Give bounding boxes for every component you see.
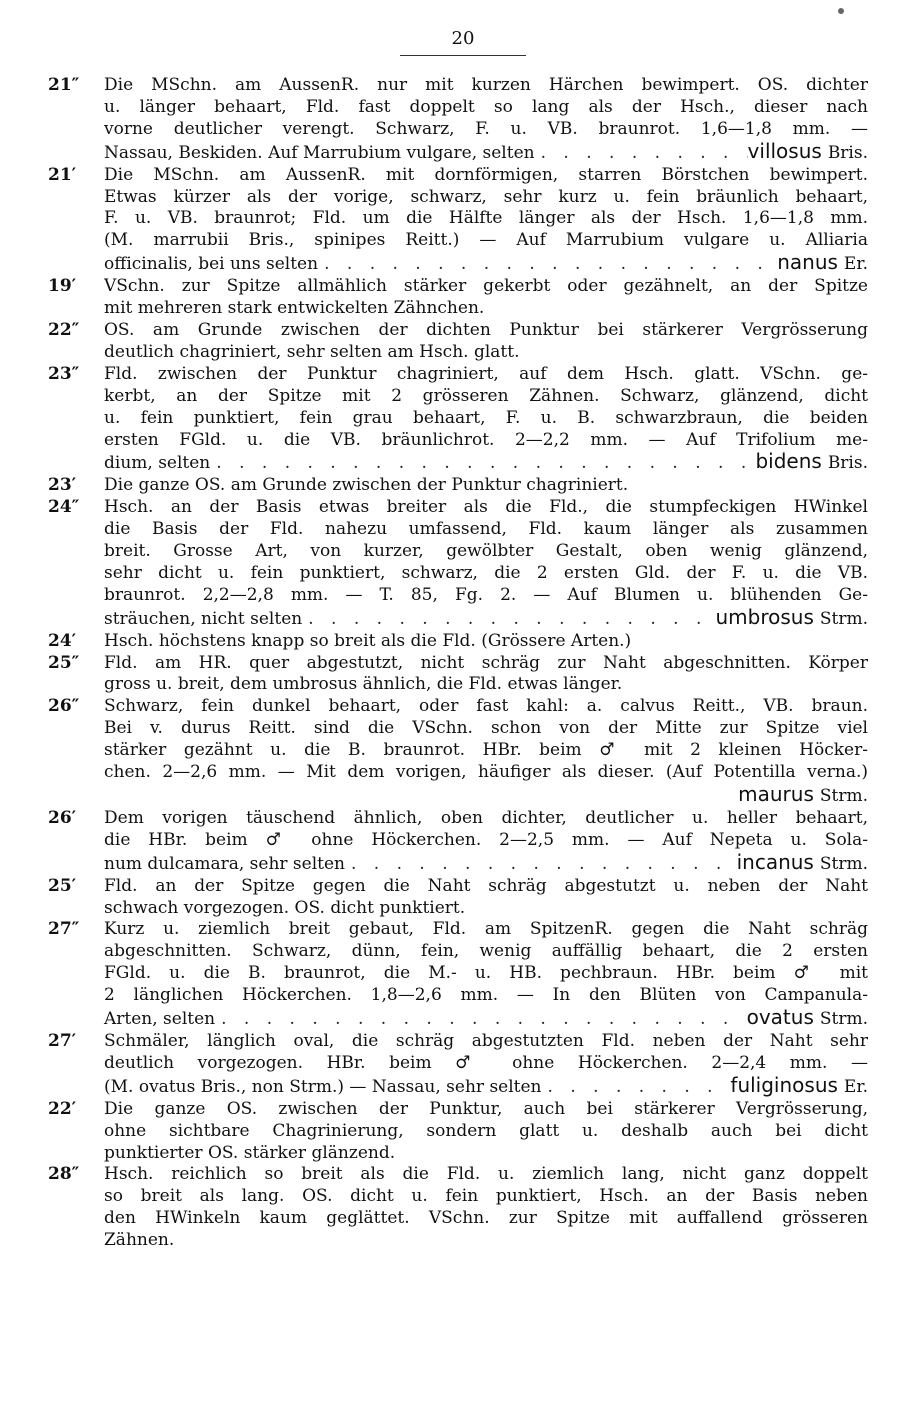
leader-dots <box>318 254 777 276</box>
text-line: mit mehreren stark entwickelten Zähnchen. <box>104 298 485 319</box>
text-line: Hsch. höchstens knapp so breit als die Fld. (Grössere Arten.) <box>104 630 632 651</box>
text-line: deutlich vorgezogen. HBr. beim ♂ ohne Höckerchen. 2—2,4 mm. — <box>104 1052 868 1073</box>
species-name: ovatus <box>746 1005 814 1030</box>
text-line: F. u. VB. braunrot; Fld. um die Hälfte länger als der Hsch. 1,6—1,8 mm. <box>104 208 868 229</box>
couplet-text <box>104 320 868 364</box>
couplet-text <box>104 497 868 630</box>
species-name: maurus <box>738 782 814 806</box>
couplet-text <box>104 364 868 476</box>
ink-speck <box>838 8 844 14</box>
text-line: Die ganze OS. zwischen der Punktur, auch bei stärkerer Vergrösserung, <box>104 1098 868 1119</box>
species-line <box>104 1072 868 1099</box>
text-line: schwach vorgezogen. OS. dicht punktiert. <box>104 897 466 918</box>
species-author: Er. <box>843 1076 868 1097</box>
text-line: kerbt, an der Spitze mit 2 grösseren Zähnen. Schwarz, glänzend, dicht <box>104 385 868 406</box>
species-name: fuliginosus <box>730 1072 838 1097</box>
text-line: (M. marrubii Bris., spinipes Reitt.) — Auf Marrubium vulgare u. Alliaria <box>104 230 868 251</box>
species-author: Bris. <box>827 453 868 474</box>
couplet-number: 27′ <box>48 1030 77 1051</box>
couplet-text <box>104 75 868 165</box>
species-name: bidens <box>755 449 822 474</box>
couplet-number: 24″ <box>48 497 80 518</box>
key-couplet <box>48 165 868 277</box>
species-line <box>104 849 868 876</box>
habitat-text: officinalis, bei uns selten <box>104 254 319 275</box>
habitat-text: Arten, selten <box>104 1009 216 1030</box>
text-line: Etwas kürzer als der vorige, schwarz, sehr kurz u. fein bräunlich behaart, <box>104 186 868 207</box>
text-line: Fld. an der Spitze gegen die Naht schräg abgestutzt u. neben der Naht <box>104 875 868 896</box>
habitat-text: (M. ovatus Bris., non Strm.) — Nassau, sehr selten <box>104 1076 542 1097</box>
text-line: Die MSchn. am AussenR. nur mit kurzen Härchen bewimpert. OS. dichter <box>104 75 868 95</box>
species-line <box>104 1007 868 1031</box>
species-author: Strm. <box>819 786 868 806</box>
couplet-number: 23″ <box>48 363 80 384</box>
text-line: abgeschnitten. Schwarz, dünn, fein, wenig auffällig behaart, die 2 ersten <box>104 941 868 962</box>
species-author: Er. <box>843 254 868 275</box>
text-line: Schmäler, länglich oval, die schräg abgestutzten Fld. neben der Naht sehr <box>104 1030 868 1051</box>
habitat-text: Nassau, Beskiden. Auf Marrubium vulgare, selten <box>104 142 535 163</box>
couplet-text <box>104 1164 868 1252</box>
species-line <box>104 784 868 808</box>
text-line: 2 länglichen Höckerchen. 1,8—2,6 mm. — In den Blüten von Campanula- <box>104 985 868 1006</box>
text-line: die Basis der Fld. nahezu umfassend, Fld. kaum länger als zusammen <box>104 519 868 540</box>
species-author: Bris. <box>827 142 868 163</box>
text-line: u. länger behaart, Fld. fast doppelt so lang als der Hsch., dieser nach <box>104 96 868 117</box>
couplet-number: 21′ <box>48 164 77 185</box>
species-name: incanus <box>736 849 814 874</box>
text-line: braunrot. 2,2—2,8 mm. — T. 85, Fg. 2. — Auf Blumen u. blühenden Ge- <box>104 584 868 605</box>
text-line: stärker gezähnt u. die B. braunrot. HBr. beim ♂ mit 2 kleinen Höcker- <box>104 740 868 761</box>
text-line: gross u. breit, dem umbrosus ähnlich, die Fld. etwas länger. <box>104 674 623 695</box>
couplet-text <box>104 808 868 876</box>
key-couplet <box>48 320 868 364</box>
couplet-number: 19′ <box>48 276 77 297</box>
page-number: 20 <box>400 28 526 56</box>
key-couplet <box>48 696 868 808</box>
text-line: Zähnen. <box>104 1230 175 1251</box>
couplet-text <box>104 631 868 653</box>
species-line <box>104 451 868 475</box>
couplet-text <box>104 653 868 697</box>
species-line <box>104 138 868 165</box>
couplet-text <box>104 696 868 808</box>
couplet-number: 22″ <box>48 319 80 340</box>
leader-dots <box>345 854 737 876</box>
couplet-number: 24′ <box>48 630 77 651</box>
text-line: breit. Grosse Art, von kurzer, gewölbter Gestalt, oben wenig glänzend, <box>104 541 868 562</box>
text-line: VSchn. zur Spitze allmählich stärker gekerbt oder gezähnelt, an der Spitze <box>104 276 868 297</box>
key-couplet <box>48 364 868 476</box>
habitat-text: sträuchen, nicht selten <box>104 608 303 629</box>
text-line: Fld. am HR. quer abgestutzt, nicht schräg zur Naht abgeschnitten. Körper <box>104 652 868 673</box>
text-line: Die ganze OS. am Grunde zwischen der Punktur chagriniert. <box>104 475 629 496</box>
species-name: umbrosus <box>715 604 814 629</box>
text-line: ersten FGld. u. die VB. bräunlichrot. 2—2,2 mm. — Auf Trifolium me- <box>104 429 868 450</box>
key-couplet <box>48 653 868 697</box>
leader-dots <box>542 1077 731 1099</box>
text-line: chen. 2—2,6 mm. — Mit dem vorigen, häufiger als dieser. (Auf Potentilla verna.) <box>104 762 868 783</box>
couplet-text <box>104 1031 868 1099</box>
text-line: sehr dicht u. fein punktiert, schwarz, die 2 ersten Gld. der F. u. die VB. <box>104 562 868 583</box>
species-author: Strm. <box>819 608 868 629</box>
key-couplet <box>48 475 868 497</box>
text-line: Fld. zwischen der Punktur chagriniert, auf dem Hsch. glatt. VSchn. ge- <box>104 363 868 384</box>
identification-key <box>48 75 868 1252</box>
species-author: Strm. <box>819 1009 868 1030</box>
key-couplet <box>48 1164 868 1252</box>
text-line: OS. am Grunde zwischen der dichten Punktur bei stärkerer Vergrösserung <box>104 319 868 340</box>
species-line <box>104 604 868 631</box>
couplet-number: 25′ <box>48 875 77 896</box>
key-couplet <box>48 497 868 630</box>
text-line: die HBr. beim ♂ ohne Höckerchen. 2—2,5 mm. — Auf Nepeta u. Sola- <box>104 829 868 850</box>
couplet-number: 22′ <box>48 1098 77 1119</box>
key-couplet <box>48 808 868 876</box>
text-line: Kurz u. ziemlich breit gebaut, Fld. am SpitzenR. gegen die Naht schräg <box>104 919 868 940</box>
text-line: den HWinkeln kaum geglättet. VSchn. zur Spitze mit auffallend grösseren <box>104 1208 868 1229</box>
leader-dots <box>215 1009 746 1031</box>
text-line: Hsch. an der Basis etwas breiter als die Fld., die stumpfeckigen HWinkel <box>104 497 868 518</box>
couplet-text <box>104 276 868 320</box>
text-line: so breit als lang. OS. dicht u. fein punktiert, Hsch. an der Basis neben <box>104 1186 868 1207</box>
habitat-text: dium, selten <box>104 453 211 474</box>
species-author: Strm. <box>819 853 868 874</box>
leader-dots <box>535 143 748 165</box>
couplet-number: 21″ <box>48 75 80 95</box>
species-line <box>104 252 868 276</box>
text-line: Hsch. reichlich so breit als die Fld. u. ziemlich lang, nicht ganz doppelt <box>104 1164 868 1185</box>
text-line: Dem vorigen täuschend ähnlich, oben dichter, deutlicher u. heller behaart, <box>104 807 868 828</box>
key-couplet <box>48 919 868 1031</box>
couplet-text <box>104 165 868 277</box>
text-line: ohne sichtbare Chagrinierung, sondern glatt u. deshalb auch bei dicht <box>104 1120 868 1141</box>
text-line: Die MSchn. am AussenR. mit dornförmigen, starren Börstchen bewimpert. <box>104 164 868 185</box>
species-name: nanus <box>777 250 838 275</box>
key-couplet <box>48 876 868 920</box>
couplet-number: 26′ <box>48 807 77 828</box>
leader-dots <box>302 609 715 631</box>
couplet-text <box>104 475 868 497</box>
couplet-number: 25″ <box>48 652 80 673</box>
couplet-number: 26″ <box>48 696 80 717</box>
couplet-text <box>104 1099 868 1165</box>
key-couplet <box>48 631 868 653</box>
habitat-text: num dulcamara, sehr selten <box>104 853 345 874</box>
text-line: vorne deutlicher verengt. Schwarz, F. u. VB. braunrot. 1,6—1,8 mm. — <box>104 118 868 139</box>
text-line: FGld. u. die B. braunrot, die M.- u. HB. pechbraun. HBr. beim ♂ mit <box>104 963 868 984</box>
text-line: Bei v. durus Reitt. sind die VSchn. schon von der Mitte zur Spitze viel <box>104 718 868 739</box>
couplet-number: 28″ <box>48 1164 80 1185</box>
key-couplet <box>48 75 868 165</box>
couplet-number: 23′ <box>48 475 77 496</box>
couplet-text <box>104 876 868 920</box>
text-line: deutlich chagriniert, sehr selten am Hsch. glatt. <box>104 341 520 362</box>
text-line: u. fein punktiert, fein grau behaart, F. u. B. schwarzbraun, die beiden <box>104 407 868 428</box>
key-couplet <box>48 1031 868 1099</box>
species-name: villosus <box>747 138 822 163</box>
key-couplet <box>48 1099 868 1165</box>
couplet-text <box>104 919 868 1031</box>
key-couplet <box>48 276 868 320</box>
text-line: punktierter OS. stärker glänzend. <box>104 1142 396 1163</box>
couplet-number: 27″ <box>48 919 80 940</box>
leader-dots <box>210 453 755 475</box>
text-line: Schwarz, fein dunkel behaart, oder fast kahl: a. calvus Reitt., VB. braun. <box>104 696 868 717</box>
